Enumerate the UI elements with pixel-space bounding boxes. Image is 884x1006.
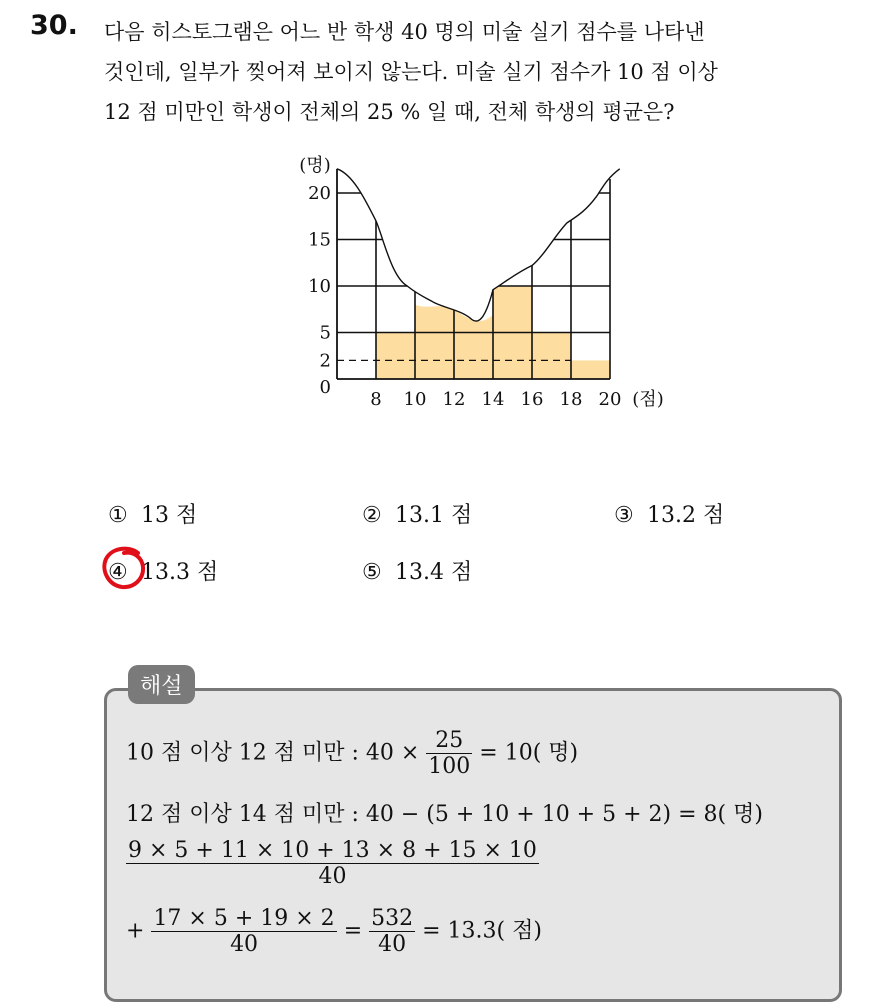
solution-line-4	[126, 906, 542, 957]
question-text	[104, 12, 874, 132]
histogram-bar	[376, 333, 415, 380]
y-tick-label: 20	[308, 183, 331, 204]
fraction	[151, 906, 336, 957]
option-text: 13.1 점	[395, 503, 473, 528]
option-text: 13 점	[141, 503, 198, 528]
y-tick-label: 15	[308, 229, 331, 251]
solution-tag: 해설	[128, 665, 195, 704]
fraction	[426, 728, 472, 779]
histogram-bar	[571, 360, 610, 379]
solution-text: = 13.3( 점)	[422, 918, 542, 944]
option-text: 13.3 점	[141, 560, 219, 585]
fraction-denominator: 40	[230, 932, 259, 957]
y-tick-label: 0	[319, 377, 331, 398]
histogram-bar	[415, 305, 454, 379]
option-text: 13.4 점	[395, 560, 473, 585]
answer-circle-icon	[100, 545, 152, 593]
solution-line-3	[126, 838, 539, 889]
fraction-denominator: 40	[318, 864, 347, 889]
option-1[interactable]	[108, 498, 197, 529]
solution-line-2: 12 점 이상 14 점 미만 : 40 − (5 + 10 + 10 + 5 + 2) = 8( 명)	[126, 802, 763, 827]
x-axis-label: (점)	[632, 389, 664, 410]
torn-overlay	[337, 160, 620, 322]
y-tick-label: 10	[308, 276, 331, 297]
histogram-chart	[285, 150, 685, 420]
question-number: 30.	[30, 10, 78, 41]
fraction-numerator: 17 × 5 + 19 × 2	[153, 906, 335, 931]
fraction	[369, 906, 415, 957]
option-2[interactable]	[362, 498, 472, 529]
question-line: 것인데, 일부가 찢어져 보이지 않는다. 미술 실기 점수가 10 점 이상	[104, 60, 718, 84]
fraction-denominator: 100	[428, 754, 471, 779]
plus-sign: +	[126, 918, 145, 944]
option-number: ⑤	[362, 560, 382, 585]
solution-line-1	[126, 728, 578, 779]
fraction-numerator: 9 × 5 + 11 × 10 + 13 × 8 + 15 × 10	[128, 838, 537, 863]
option-number: ①	[108, 503, 128, 528]
y-tick-label: 5	[319, 322, 331, 344]
x-tick-label: 18	[559, 389, 583, 410]
histogram-bar	[532, 333, 571, 380]
option-3[interactable]	[614, 498, 724, 529]
x-tick-label: 10	[403, 389, 427, 410]
fraction-numerator: 25	[426, 728, 472, 754]
fraction-numerator: 532	[371, 906, 414, 931]
solution-text: = 10( 명)	[479, 740, 579, 766]
x-tick-label: 16	[520, 389, 544, 410]
x-tick-label: 8	[370, 389, 382, 410]
y-axis-label: (명)	[299, 154, 331, 176]
solution-text: 10 점 이상 12 점 미만 : 40 ×	[126, 740, 420, 766]
option-text: 13.2 점	[647, 503, 725, 528]
equals-sign: =	[343, 918, 363, 944]
option-number: ④	[108, 560, 128, 585]
x-tick-label: 20	[598, 389, 622, 410]
option-5[interactable]	[362, 555, 472, 586]
fraction-denominator: 40	[378, 932, 407, 957]
option-number: ③	[614, 503, 634, 528]
x-tick-label: 14	[481, 389, 505, 410]
option-number: ②	[362, 503, 382, 528]
question-line: 다음 히스토그램은 어느 반 학생 40 명의 미술 실기 점수를 나타낸	[104, 20, 705, 44]
y-tick-label: 2	[319, 350, 331, 372]
x-tick-label: 12	[442, 389, 466, 410]
fraction	[126, 838, 539, 889]
question-line: 12 점 미만인 학생이 전체의 25 % 일 때, 전체 학생의 평균은?	[104, 100, 675, 124]
